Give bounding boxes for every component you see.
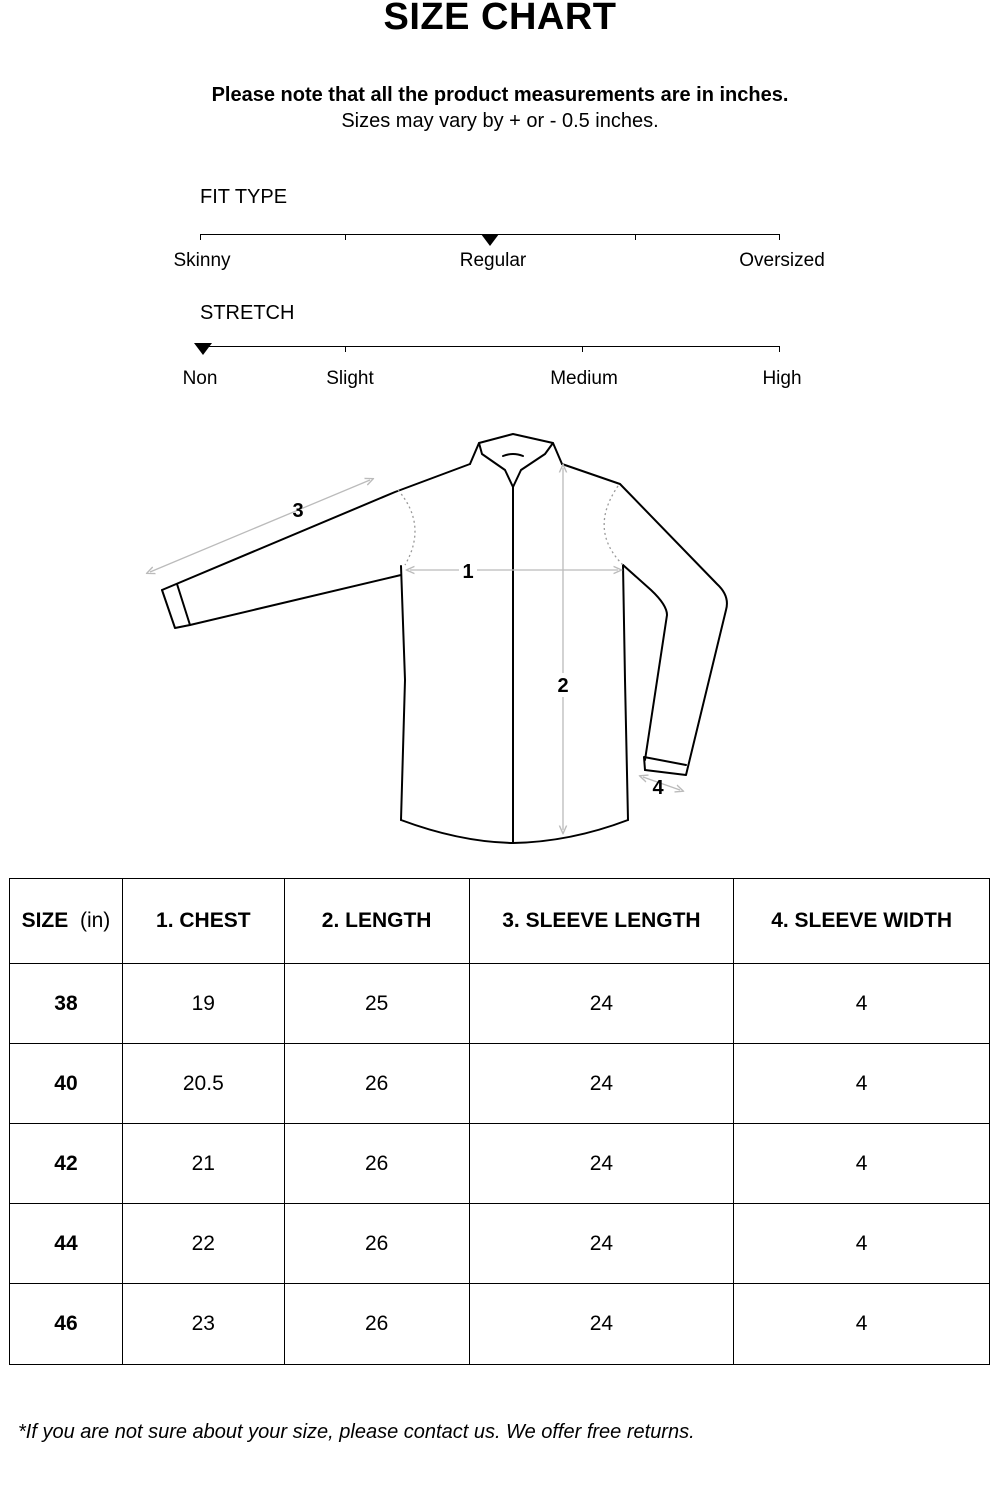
cell-sleeve-length: 24 xyxy=(469,964,734,1044)
fit-type-pointer-icon xyxy=(481,234,499,246)
table-row xyxy=(10,1204,990,1284)
cell-sleeve-length: 24 xyxy=(469,1284,734,1365)
table-row xyxy=(10,1124,990,1204)
cell-sleeve-width: 4 xyxy=(734,1124,990,1204)
header-sleeve-length: 3. SLEEVE LENGTH xyxy=(469,879,734,964)
header-length: 2. LENGTH xyxy=(284,879,469,964)
cell-size: 42 xyxy=(10,1124,123,1204)
cell-sleeve-width: 4 xyxy=(734,1204,990,1284)
cell-chest: 20.5 xyxy=(122,1044,284,1124)
table-row xyxy=(10,1284,990,1365)
cell-size: 46 xyxy=(10,1284,123,1365)
fit-type-option-regular: Regular xyxy=(459,250,527,271)
cell-sleeve-length: 24 xyxy=(469,1044,734,1124)
fit-type-tick xyxy=(200,234,201,240)
stretch-title: STRETCH xyxy=(200,302,295,324)
footer-note: *If you are not sure about your size, please contact us. We offer free returns. xyxy=(18,1421,695,1443)
cell-chest: 21 xyxy=(122,1124,284,1204)
stretch-tick xyxy=(582,346,583,352)
shirt-diagram xyxy=(0,420,1000,850)
stretch-option-high: High xyxy=(762,368,802,389)
cell-sleeve-width: 4 xyxy=(734,1044,990,1124)
cell-sleeve-length: 24 xyxy=(469,1124,734,1204)
table-row xyxy=(10,964,990,1044)
cell-size: 38 xyxy=(10,964,123,1044)
header-size-unit: (in) xyxy=(79,909,111,932)
cell-length: 26 xyxy=(284,1044,469,1124)
cell-length: 26 xyxy=(284,1204,469,1284)
stretch-tick xyxy=(779,346,780,352)
fit-type-tick xyxy=(779,234,780,240)
header-size-label: SIZE xyxy=(21,909,69,932)
cell-chest: 23 xyxy=(122,1284,284,1365)
cell-size: 44 xyxy=(10,1204,123,1284)
size-table xyxy=(9,878,990,1365)
stretch-option-non: Non xyxy=(182,368,218,389)
fit-type-tick xyxy=(345,234,346,240)
stretch-tick xyxy=(345,346,346,352)
table-header-row xyxy=(10,879,990,964)
diagram-label-length: 2 xyxy=(557,675,569,697)
page-title: SIZE CHART xyxy=(383,0,617,38)
fit-type-option-oversized: Oversized xyxy=(739,250,825,271)
diagram-label-sleeve-width: 4 xyxy=(652,777,664,799)
cell-sleeve-width: 4 xyxy=(734,964,990,1044)
cell-length: 26 xyxy=(284,1124,469,1204)
diagram-label-sleeve-length: 3 xyxy=(292,500,304,522)
header-sleeve-width: 4. SLEEVE WIDTH xyxy=(734,879,990,964)
measurement-note: Please note that all the product measurements are in inches. xyxy=(211,84,789,106)
fit-type-option-skinny: Skinny xyxy=(173,250,231,271)
fit-type-title: FIT TYPE xyxy=(200,186,288,208)
cell-chest: 19 xyxy=(122,964,284,1044)
cell-sleeve-width: 4 xyxy=(734,1284,990,1365)
cell-chest: 22 xyxy=(122,1204,284,1284)
variance-note: Sizes may vary by + or - 0.5 inches. xyxy=(341,110,659,132)
stretch-option-slight: Slight xyxy=(326,368,374,389)
stretch-option-medium: Medium xyxy=(550,368,618,389)
shirt-outline-icon xyxy=(162,434,727,843)
cell-length: 26 xyxy=(284,1284,469,1365)
fit-type-tick xyxy=(635,234,636,240)
cell-sleeve-length: 24 xyxy=(469,1204,734,1284)
sleeve-length-arrow xyxy=(150,480,370,572)
header-chest: 1. CHEST xyxy=(122,879,284,964)
diagram-label-chest: 1 xyxy=(462,561,474,583)
stretch-line xyxy=(200,346,780,347)
stretch-pointer-icon xyxy=(194,343,212,355)
table-row xyxy=(10,1044,990,1124)
header-size xyxy=(10,879,123,964)
cell-size: 40 xyxy=(10,1044,123,1124)
cell-length: 25 xyxy=(284,964,469,1044)
